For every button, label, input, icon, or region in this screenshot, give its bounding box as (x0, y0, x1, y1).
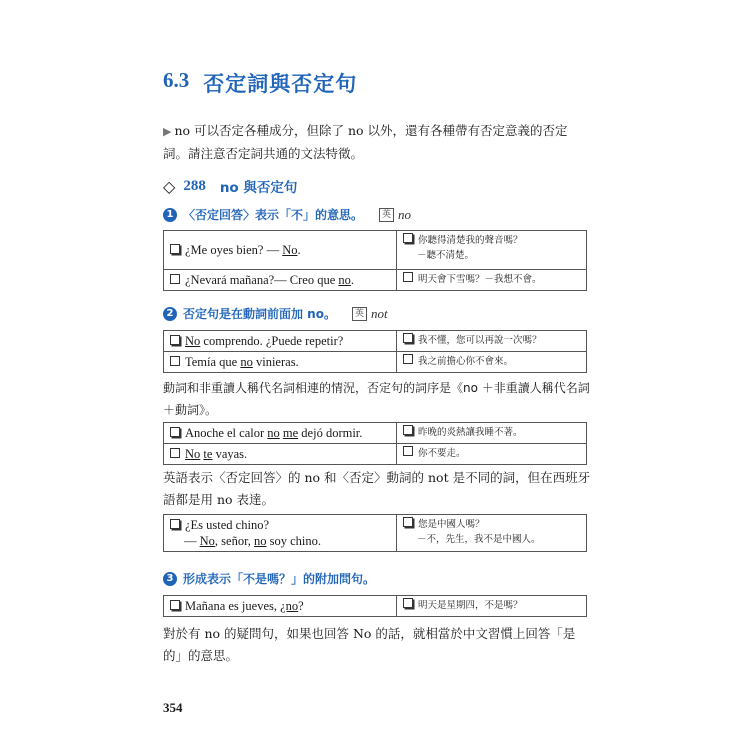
underlined-word: ¿no (280, 599, 299, 613)
english-equivalent (352, 306, 388, 322)
chinese-cell (397, 444, 587, 465)
example-table-3 (163, 422, 587, 465)
checkbox-icon (403, 233, 413, 243)
underlined-word: no (240, 355, 253, 369)
underlined-word: No (199, 534, 215, 548)
spanish-text: . (297, 243, 301, 257)
checkbox-icon (170, 356, 180, 366)
chinese-text: －聽不清楚。 (417, 250, 475, 261)
chinese-text: 你聽得清楚我的聲音嗎？ (418, 235, 523, 246)
section-number: 6.3 (163, 68, 190, 92)
table-row (164, 423, 587, 444)
checkbox-icon (170, 600, 180, 610)
chinese-text: －不，先生，我不是中國人。 (417, 534, 541, 545)
spanish-text: soy chino. (266, 534, 321, 548)
number-badge-1: 1 (163, 208, 177, 222)
spanish-text: ¿Es usted chino? (185, 518, 270, 532)
example-table-1 (163, 230, 587, 291)
intro-text: no 可以否定各種成分，但除了 no 以外，還有各種帶有否定意義的否定詞。請注意否定詞共通的文法特徵。 (163, 123, 568, 161)
checkbox-icon (403, 333, 413, 343)
table-row (164, 231, 587, 270)
chinese-cell (397, 270, 587, 291)
english-badge: 英 (379, 208, 394, 222)
section-title: 否定詞與否定句 (203, 72, 358, 96)
english-badge: 英 (352, 307, 367, 321)
spanish-text: Mañana es jueves, (185, 599, 281, 613)
example-table-4 (163, 514, 587, 552)
underlined-word: No (185, 447, 201, 461)
spanish-text: . (350, 273, 355, 287)
underlined-word: No (282, 243, 298, 257)
subsection-heading (163, 176, 297, 196)
spanish-cell (164, 270, 397, 291)
chinese-cell (397, 515, 587, 552)
underlined-word: me (282, 426, 299, 440)
point-2-text: 否定句是在動詞前面加 no。 (183, 307, 336, 321)
checkbox-icon (170, 274, 180, 284)
example-table-5 (163, 595, 587, 617)
underlined-word: no (338, 273, 351, 287)
english-equivalent (379, 207, 411, 223)
table-row (164, 352, 587, 373)
chinese-text: 昨晚的炎熱讓我睡不著。 (418, 427, 523, 438)
chinese-text: 我不懂，您可以再說一次嗎？ (418, 335, 542, 346)
checkbox-icon (170, 335, 180, 345)
point-1 (163, 206, 411, 223)
chinese-cell (397, 352, 587, 373)
spanish-cell (164, 423, 397, 444)
spanish-text: comprendo. ¿Puede repetir? (200, 334, 344, 348)
example-table-2 (163, 330, 587, 373)
checkbox-icon (170, 427, 180, 437)
checkbox-icon (170, 519, 180, 529)
chinese-cell (397, 423, 587, 444)
spanish-cell (164, 444, 397, 465)
page-number: 354 (163, 700, 183, 715)
chinese-cell (397, 231, 587, 270)
intro-paragraph (163, 120, 591, 165)
checkbox-icon (403, 354, 413, 364)
chinese-text: 您是中國人嗎？ (418, 519, 485, 530)
spanish-text: Anoche el calor (185, 426, 268, 440)
spanish-text: dejó dormir. (298, 426, 363, 440)
subsection-title: no 與否定句 (219, 180, 298, 196)
chinese-text: 明天會下雪嗎？－我想不會。 (418, 274, 542, 285)
final-paragraph: 對於有 no 的疑問句，如果也回答 No 的話，就相當於中文習慣上回答「是的」的意思。 (163, 626, 576, 663)
diamond-icon: ◇ (163, 176, 176, 196)
checkbox-icon (403, 598, 413, 608)
point-2 (163, 305, 388, 322)
underlined-word: No (185, 334, 201, 348)
chinese-text: 我之前擔心你不會來。 (418, 356, 514, 367)
spanish-text: Temía que (185, 355, 241, 369)
spanish-cell (164, 352, 397, 373)
checkbox-icon (403, 517, 413, 527)
underlined-word: no (267, 426, 280, 440)
table-row (164, 444, 587, 465)
table-row (164, 515, 587, 552)
chinese-text: 你不要走。 (418, 448, 466, 459)
spanish-text: ? (298, 599, 304, 613)
number-badge-2: 2 (163, 307, 177, 321)
table-row (164, 596, 587, 617)
table-row (164, 270, 587, 291)
spanish-text: — (184, 534, 200, 548)
english-word: no (398, 206, 412, 222)
chinese-cell (397, 331, 587, 352)
number-badge-3: 3 (163, 572, 177, 586)
spanish-text: , señor, (214, 534, 254, 548)
chinese-text: 明天是星期四，不是嗎？ (418, 600, 523, 611)
spanish-text: vayas. (212, 447, 248, 461)
spanish-cell (164, 515, 397, 552)
triangle-icon: ▶ (163, 125, 172, 138)
underlined-word: no (253, 534, 267, 548)
table-row (164, 331, 587, 352)
section-heading (163, 68, 357, 98)
spanish-cell (164, 231, 397, 270)
spanish-text: ¿Me oyes bien? — (185, 243, 283, 257)
checkbox-icon (403, 425, 413, 435)
subsection-number: 288 (183, 177, 206, 194)
word-order-paragraph: 動詞和非重讀人稱代名詞相連的情況，否定句的詞序是《no ＋非重讀人稱代名詞＋動詞》。 (163, 381, 590, 417)
point-3-text: 形成表示「不是嗎？」的附加問句。 (183, 572, 376, 586)
english-comparison-paragraph: 英語表示〈否定回答〉的 no 和〈否定〉動詞的 not 是不同的詞，但在西班牙語都是用 no 表達。 (163, 470, 591, 507)
point-3 (163, 570, 375, 587)
english-word: not (370, 305, 388, 321)
underlined-word: te (203, 447, 213, 461)
chinese-cell (397, 596, 587, 617)
spanish-cell (164, 596, 397, 617)
spanish-text: vinieras. (252, 355, 299, 369)
point-1-text: 〈否定回答〉表示「不」的意思。 (183, 208, 364, 222)
spanish-text: ¿Nevará mañana?— Creo que (185, 273, 339, 287)
checkbox-icon (170, 448, 180, 458)
checkbox-icon (170, 244, 180, 254)
checkbox-icon (403, 272, 413, 282)
checkbox-icon (403, 446, 413, 456)
spanish-cell (164, 331, 397, 352)
